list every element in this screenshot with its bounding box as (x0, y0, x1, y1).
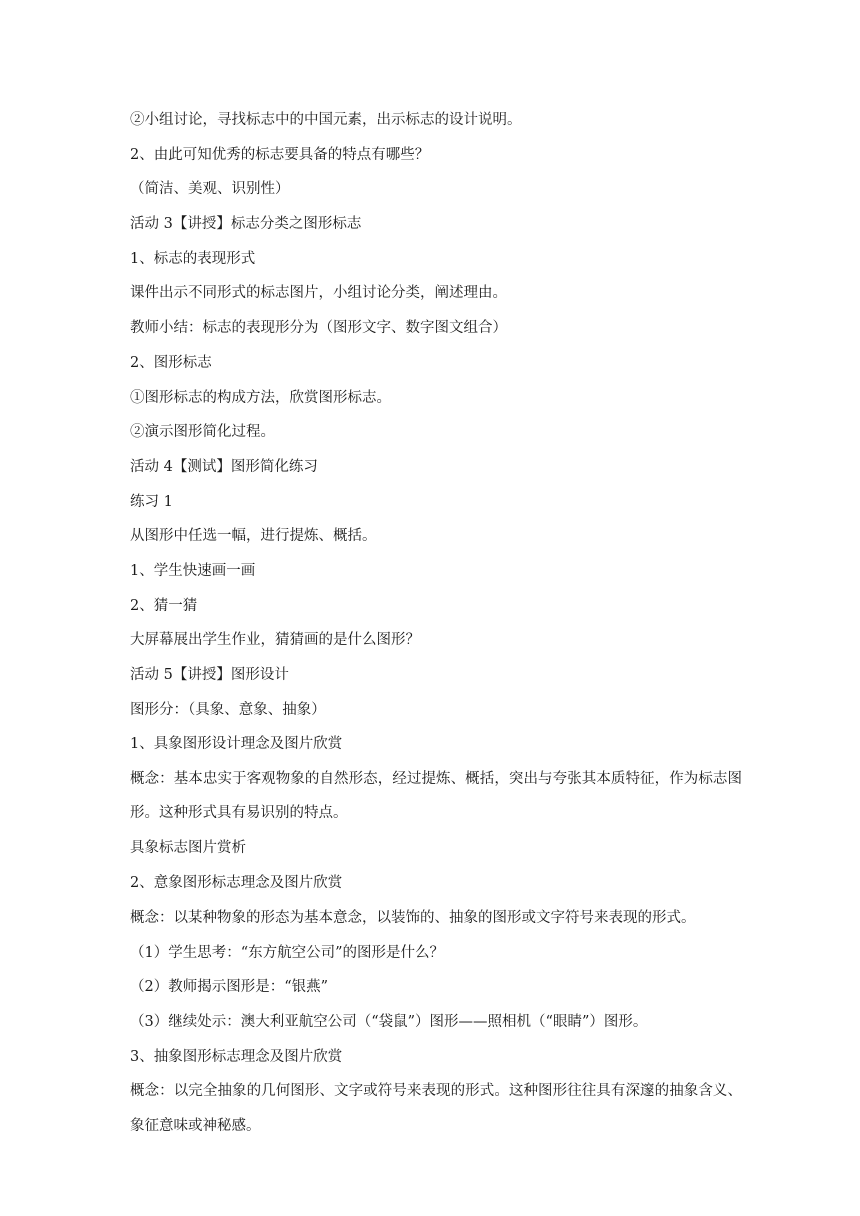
paragraph: 1、具象图形设计理念及图片欣赏 (130, 736, 343, 753)
paragraph: ①图形标志的构成方法，欣赏图形标志。 (130, 389, 391, 406)
paragraph: 大屏幕展出学生作业，猜猜画的是什么图形？ (130, 632, 420, 649)
paragraph: 图形分：（具象、意象、抽象） (130, 701, 326, 718)
paragraph: 具象标志图片赏析 (130, 840, 246, 857)
paragraph: 3、抽象图形标志理念及图片欣赏 (130, 1048, 343, 1065)
section-heading: 活动 3【讲授】标志分类之图形标志 (130, 216, 362, 233)
section-heading: 活动 4【测试】图形简化练习 (130, 458, 318, 475)
paragraph: 1、标志的表现形式 (130, 250, 256, 267)
paragraph: ②小组讨论，寻找标志中的中国元素，出示标志的设计说明。 (130, 112, 522, 128)
paragraph: 课件出示不同形式的标志图片，小组讨论分类，阐述理由。 (130, 285, 507, 302)
paragraph: （3）继续处示：澳大利亚航空公司（“袋鼠”）图形——照相机（“眼睛”）图形。 (130, 1013, 648, 1030)
section-heading: 活动 5【讲授】图形设计 (130, 667, 289, 683)
paragraph: （2）教师揭示图形是：“银燕” (130, 979, 329, 996)
document-body (130, 110, 742, 1151)
paragraph: 练习 1 (130, 493, 173, 510)
paragraph: 概念：以某种物象的形态为基本意念，以装饰的、抽象的图形或文字符号来表现的形式。 (130, 909, 696, 926)
paragraph: ②演示图形简化过程。 (130, 424, 275, 441)
paragraph: 2、图形标志 (130, 354, 212, 371)
paragraph: 2、意象图形标志理念及图片欣赏 (130, 875, 343, 892)
paragraph: （1）学生思考：“东方航空公司”的图形是什么？ (130, 944, 445, 961)
paragraph: 概念：以完全抽象的几何图形、文字或符号来表现的形式。这种图形往往具有深邃的抽象含义、象征意味或神秘感。 (130, 1082, 742, 1134)
paragraph: 概念：基本忠实于客观物象的自然形态，经过提炼、概括，突出与夸张其本质特征，作为标志图形。这种形式具有易识别的特点。 (130, 770, 742, 822)
paragraph: 教师小结：标志的表现形分为（图形文字、数字图文组合） (130, 320, 507, 337)
paragraph: 从图形中任选一幅，进行提炼、概括。 (130, 528, 377, 545)
paragraph: 2、由此可知优秀的标志要具备的特点有哪些？ (130, 146, 430, 163)
paragraph: 1、学生快速画一画 (130, 562, 256, 579)
paragraph: 2、猜一猜 (130, 597, 198, 614)
paragraph: （简洁、美观、识别性） (130, 181, 290, 198)
